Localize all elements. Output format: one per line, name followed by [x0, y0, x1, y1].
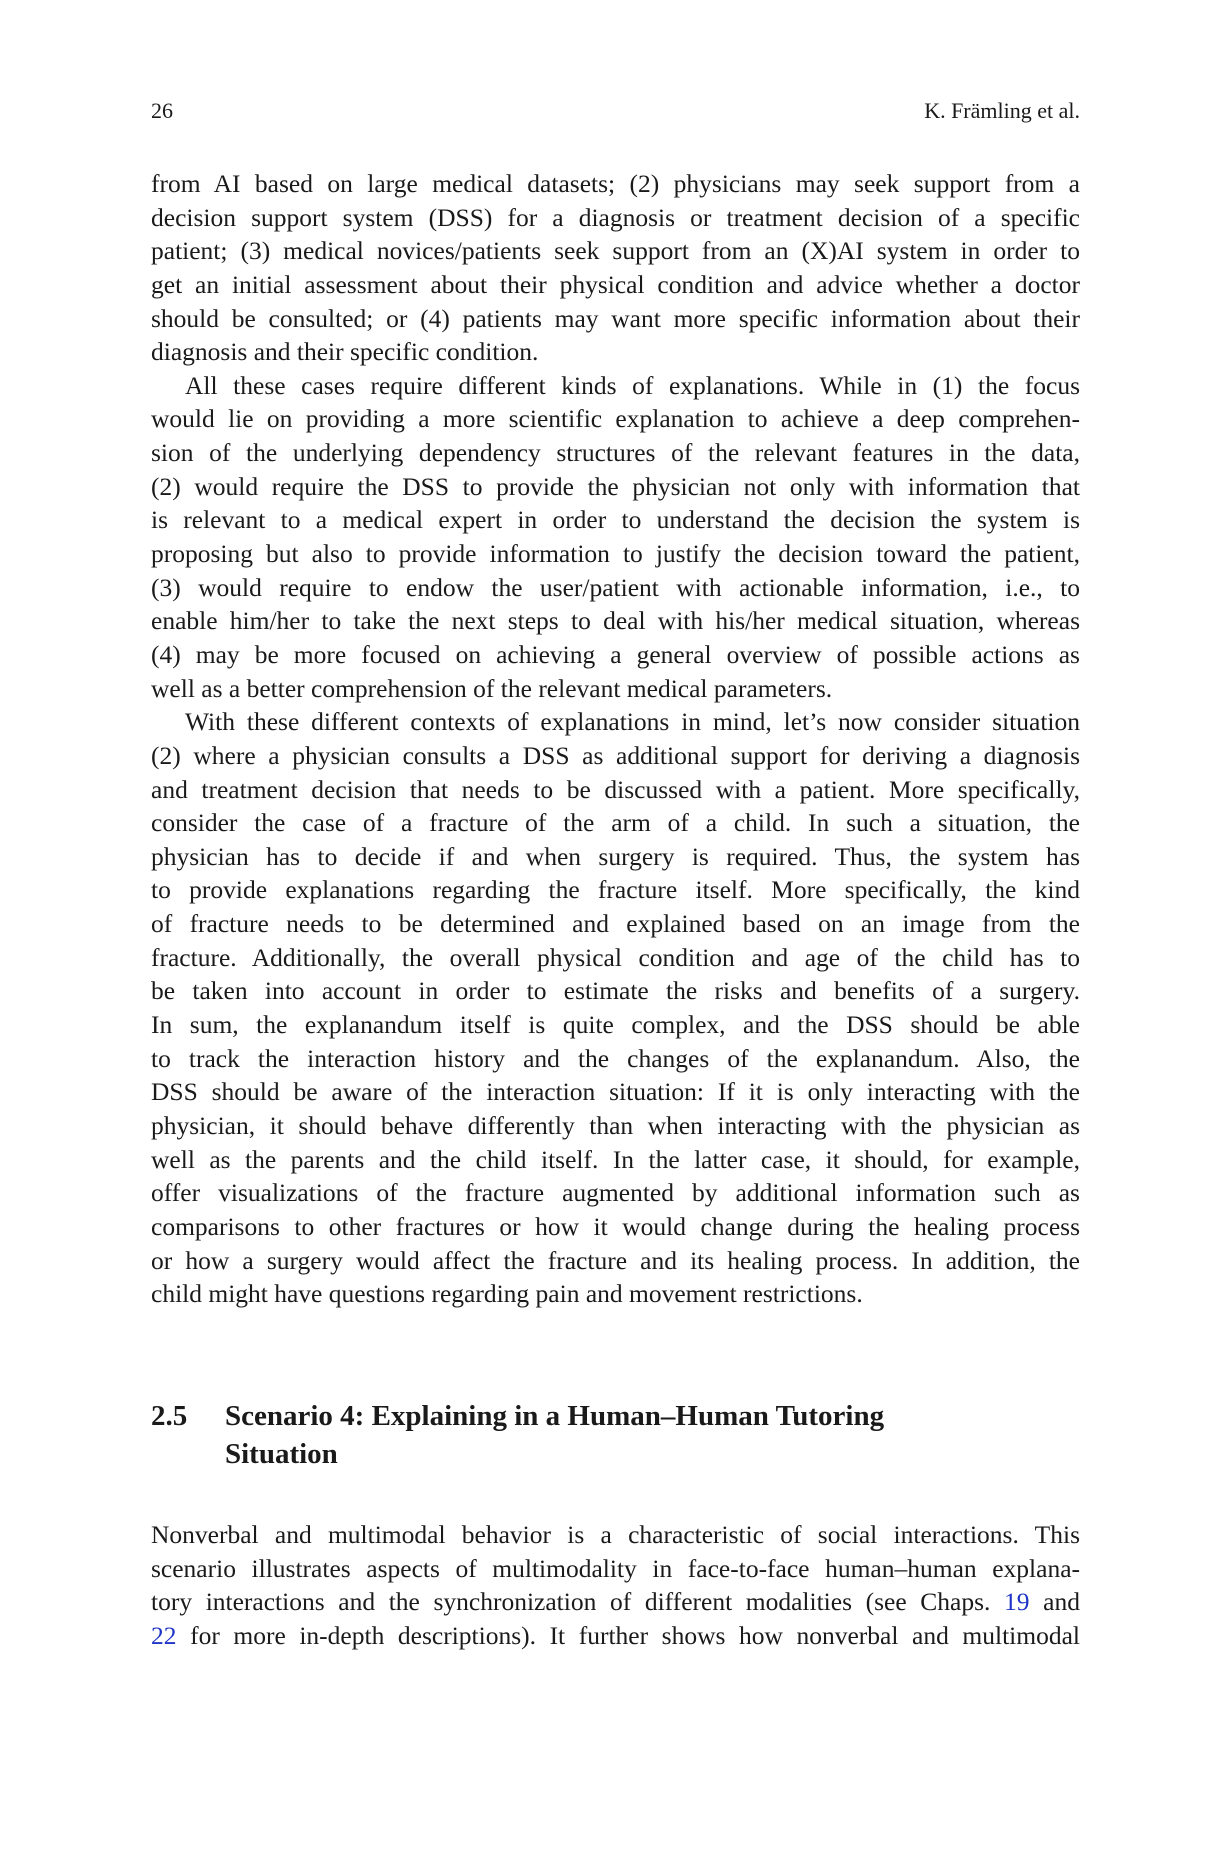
text-line: comparisons to other fractures or how it would change during the healing process: [151, 1211, 1080, 1241]
text-line: decision support system (DSS) for a diagnosis or treatment decision of a specific: [151, 202, 1080, 232]
running-head: K. Främling et al.: [924, 98, 1080, 123]
text-line: DSS should be aware of the interaction situation: If it is only interacting with the: [151, 1077, 1080, 1107]
text-line: (2) where a physician consults a DSS as additional support for deriving a diagnosis: [151, 740, 1080, 770]
chapter-link[interactable]: 19: [1004, 1587, 1030, 1617]
section-number: 2.5: [151, 1400, 188, 1432]
text-line: and treatment decision that needs to be discussed with a patient. More specifically,: [151, 774, 1080, 804]
text-segment: and: [1029, 1587, 1080, 1617]
text-line: enable him/her to take the next steps to deal with his/her medical situation, whereas: [151, 606, 1080, 636]
text-line: [151, 1619, 1080, 1653]
text-line: fracture. Additionally, the overall physical condition and age of the child has to: [151, 942, 1080, 972]
section-heading: [151, 1397, 1080, 1473]
text-line: (3) would require to endow the user/patient with actionable information, i.e., to: [151, 572, 1080, 602]
body-text: [151, 167, 1080, 1311]
paragraph: [151, 369, 1080, 705]
chapter-link[interactable]: 22: [151, 1620, 177, 1650]
text-line: well as a better comprehension of the relevant medical parameters.: [151, 673, 833, 703]
text-line: to provide explanations regarding the fracture itself. More specifically, the kind: [151, 875, 1080, 905]
text-line: offer visualizations of the fracture augmented by additional information such as: [151, 1178, 1080, 1208]
section-paragraph: [151, 1518, 1080, 1653]
text-line: diagnosis and their specific condition.: [151, 337, 539, 367]
text-line: With these different contexts of explanations in mind, let’s now consider situation: [185, 707, 1080, 737]
paragraph: [151, 167, 1080, 369]
text-line: be taken into account in order to estimate the risks and benefits of a surgery.: [151, 976, 1080, 1006]
text-line: is relevant to a medical expert in order to understand the decision the system is: [151, 505, 1080, 535]
text-line: would lie on providing a more scientific explanation to achieve a deep comprehen-: [151, 404, 1080, 434]
text-line: (4) may be more focused on achieving a general overview of possible actions as: [151, 639, 1080, 669]
text-line: to track the interaction history and the changes of the explanandum. Also, the: [151, 1043, 1080, 1073]
text-segment: tory interactions and the synchronization of different modalities (see Chaps.: [151, 1587, 1005, 1617]
text-line: well as the parents and the child itself. In the latter case, it should, for example,: [151, 1144, 1080, 1174]
text-line: physician has to decide if and when surgery is required. Thus, the system has: [151, 841, 1080, 871]
text-line: [151, 1518, 1080, 1552]
page-number: 26: [151, 98, 173, 123]
text-line: of fracture needs to be determined and explained based on an image from the: [151, 909, 1080, 939]
text-line: should be consulted; or (4) patients may want more specific information about their: [151, 303, 1080, 333]
text-segment: Nonverbal and multimodal behavior is a characteristic of social interactions. This: [151, 1520, 1080, 1549]
text-line: All these cases require different kinds of explanations. While in (1) the focus: [185, 370, 1080, 400]
section-title-line: Situation: [225, 1438, 338, 1470]
text-line: consider the case of a fracture of the arm of a child. In such a situation, the: [151, 808, 1080, 838]
section-title-line: Scenario 4: Explaining in a Human–Human Tutoring: [225, 1400, 885, 1432]
text-line: In sum, the explanandum itself is quite complex, and the DSS should be able: [151, 1010, 1080, 1040]
text-line: get an initial assessment about their physical condition and advice whether a doctor: [151, 269, 1080, 299]
text-line: (2) would require the DSS to provide the physician not only with information that: [151, 471, 1080, 501]
text-line: from AI based on large medical datasets; (2) physicians may seek support from a: [151, 169, 1080, 198]
text-line: sion of the underlying dependency structures of the relevant features in the data,: [151, 438, 1080, 468]
text-line: or how a surgery would affect the fracture and its healing process. In addition, the: [151, 1245, 1080, 1275]
paragraph: [151, 705, 1080, 1311]
text-line: patient; (3) medical novices/patients seek support from an (X)AI system in order to: [151, 236, 1080, 266]
text-line: proposing but also to provide information to justify the decision toward the patient,: [151, 539, 1080, 569]
text-segment: scenario illustrates aspects of multimodality in face-to-face human–human explana-: [151, 1553, 1080, 1583]
text-line: physician, it should behave differently than when interacting with the physician as: [151, 1110, 1080, 1140]
text-line: [151, 1585, 1080, 1619]
text-line: child might have questions regarding pain and movement restrictions.: [151, 1279, 863, 1309]
text-segment: for more in-depth descriptions). It further shows how nonverbal and multimodal: [176, 1620, 1080, 1650]
text-line: [151, 1552, 1080, 1586]
